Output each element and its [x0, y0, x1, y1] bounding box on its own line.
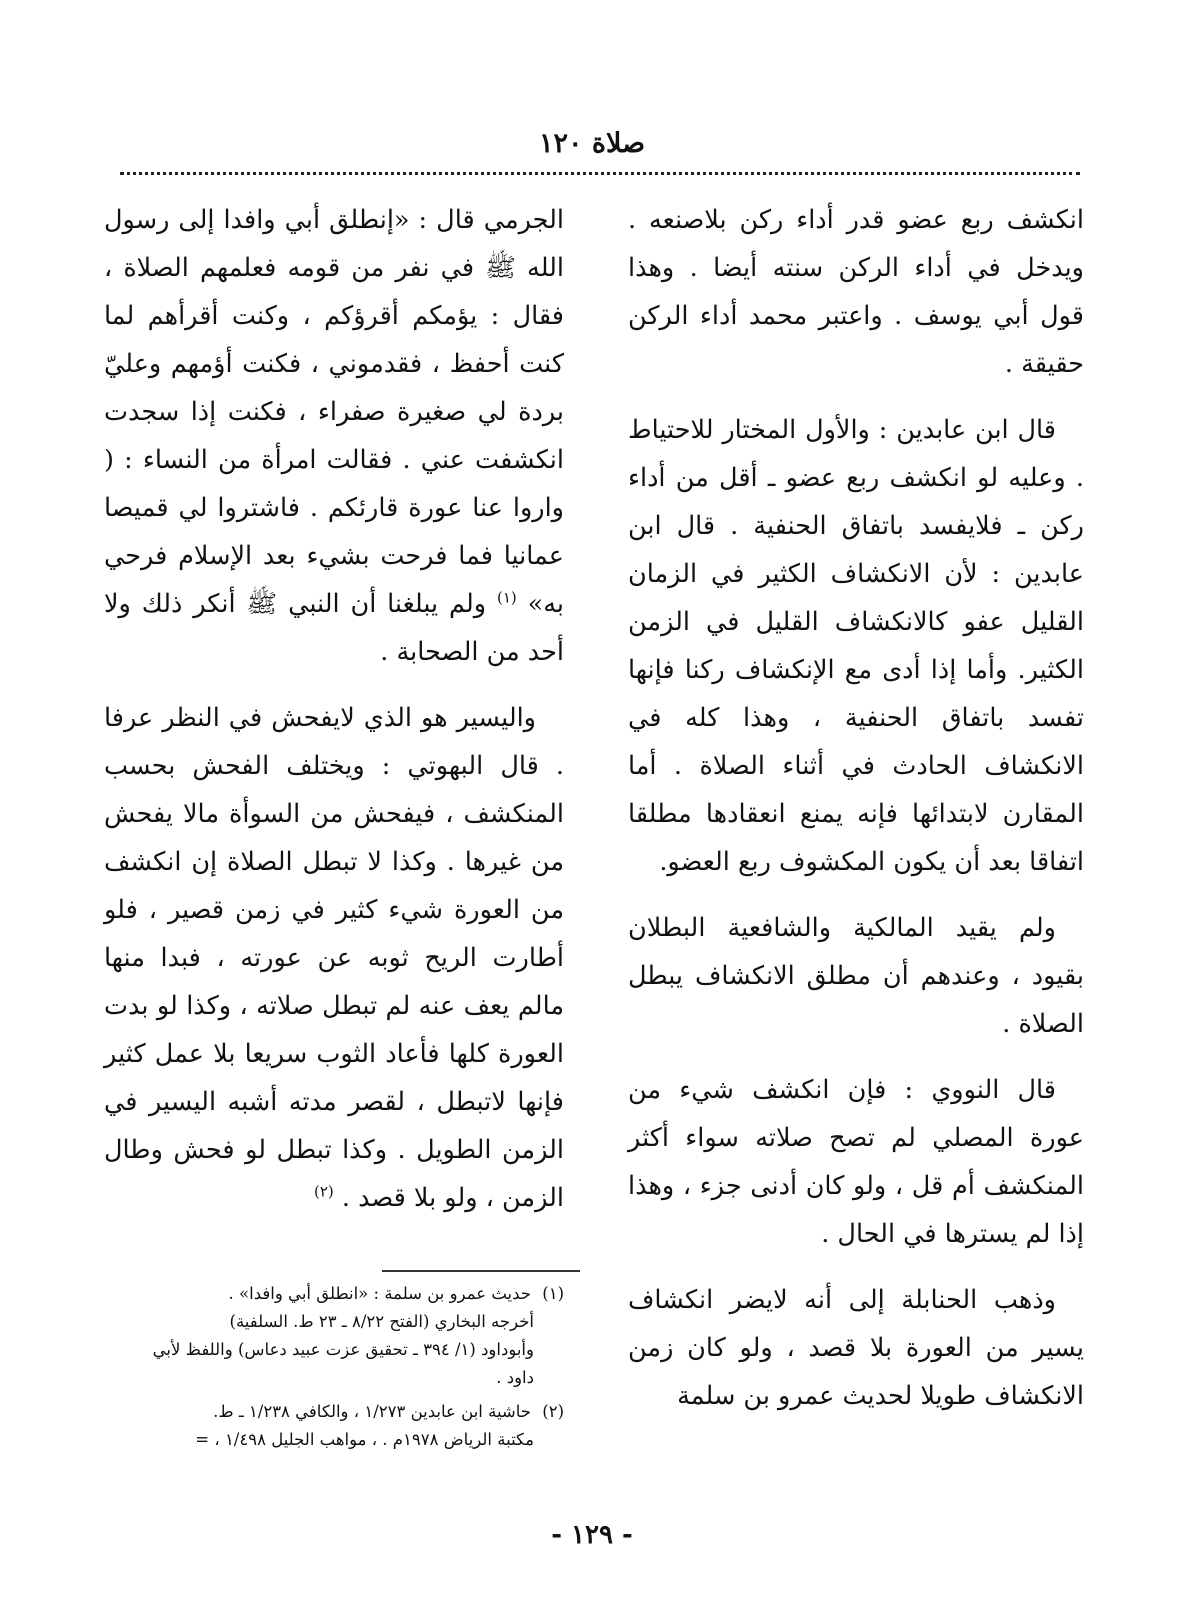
- footnote-2: [102, 1398, 564, 1454]
- footnote-2-number: (٢): [542, 1402, 564, 1421]
- left-paragraph-2: [104, 694, 564, 1222]
- header-dotted-divider: [120, 172, 1080, 175]
- right-paragraph-2: قال ابن عابدين : والأول المختار للاحتياط . وعليه لو انكشف ربع عضو ـ أقل من أداء ركن ـ فلايفسد باتفاق الحنفية . قال ابن عابدين : لأن الانكشاف الكثير في الزمان القليل عفو كالانكشاف القليل في الزمن الكثير. وأما إذا أدى مع الإنكشاف ركنا فإنها تفسد باتفاق الحنفية ، وهذا كله في الانكشاف الحادث في أثناء الصلاة . أما المقارن لابتدائها فإنه يمنع انعقادها مطلقا اتفاقا بعد أن يكون المكشوف ربع العضو.: [628, 415, 1084, 877]
- footnote-2-line-2: مكتبة الرياض ١٩٧٨م . ، مواهب الجليل ١/٤٩٨ ، =: [195, 1430, 534, 1449]
- footnote-1-line-3: وأبوداود (١/ ٣٩٤ ـ تحقيق عزت عبيد دعاس) واللفظ لأبي: [152, 1340, 534, 1359]
- left-paragraph-1: [104, 196, 564, 676]
- footnote-1-line-2: أخرجه البخاري (الفتح ٨/٢٢ ـ ٢٣ ط. السلفية): [229, 1312, 534, 1331]
- footnote-1: [102, 1280, 564, 1392]
- left-paragraph-2-text: واليسير هو الذي لايفحش في النظر عرفا . قال البهوتي : ويختلف الفحش بحسب المنكشف ، فيفحش من السوأة مالا يفحش من غيرها . وكذا لا تبطل الصلاة إن انكشف من العورة شيء كثير في زمن قصير ، فلو أطارت الريح ثوبه عن عورته ، فبدا منها مالم يعف عنه لم تبطل صلاته ، وكذا لو بدت العورة كلها فأعاد الثوب سريعا بلا عمل كثير فإنها لاتبطل ، لقصر مدته أشبه اليسير في الزمن الطويل . وكذا تبطل لو فحش وطال الزمن ، ولو بلا قصد .: [104, 703, 564, 1213]
- footnote-ref-2[interactable]: (٢): [313, 1182, 334, 1201]
- page-number: - ١٢٩ -: [551, 1520, 633, 1550]
- left-text-column: [104, 196, 564, 1240]
- footnote-1-line-4: داود .: [496, 1368, 534, 1387]
- footnotes-block: [102, 1280, 564, 1460]
- right-text-column: [628, 196, 1084, 1438]
- right-paragraph-3: ولم يقيد المالكية والشافعية البطلان بقيود ، وعندهم أن مطلق الانكشاف يبطل الصلاة .: [628, 913, 1084, 1039]
- page-header: صلاة ١٢٠: [538, 128, 646, 159]
- right-paragraph-1: انكشف ربع عضو قدر أداء ركن بلاصنعه . ويدخل في أداء الركن سنته أيضا . وهذا قول أبي يوسف . واعتبر محمد أداء الركن حقيقة .: [628, 205, 1084, 379]
- right-paragraph-5: وذهب الحنابلة إلى أنه لايضر انكشاف يسير من العورة بلا قصد ، ولو كان زمن الانكشاف طويلا لحديث عمرو بن سلمة: [628, 1285, 1084, 1411]
- footnote-separator: [382, 1270, 580, 1272]
- right-paragraph-4: قال النووي : فإن انكشف شيء من عورة المصلي لم تصح صلاته سواء أكثر المنكشف أم قل ، ولو كان أدنى جزء ، وهذا إذا لم يسترها في الحال .: [628, 1075, 1084, 1249]
- left-paragraph-1-tail: ولم يبلغنا أن النبي ﷺ أنكر ذلك ولا أحد من الصحابة .: [104, 589, 564, 667]
- left-paragraph-1-text: الجرمي قال : «إنطلق أبي وافدا إلى رسول الله ﷺ في نفر من قومه فعلمهم الصلاة ، فقال : يؤمكم أقرؤكم ، وكنت أقرأهم لما كنت أحفظ ، فقدموني ، فكنت أؤمهم وعليّ بردة لي صغيرة صفراء ، فكنت إذا سجدت انكشفت عني . فقالت امرأة من النساء : ( واروا عنا عورة قارئكم . فاشتروا لي قميصا عمانيا فما فرحت بشيء بعد الإسلام فرحي به»: [104, 205, 564, 619]
- footnote-1-number: (١): [542, 1284, 564, 1303]
- footnote-1-line-1: حديث عمرو بن سلمة : «انطلق أبي وافدا» .: [228, 1284, 531, 1303]
- footnote-2-line-1: حاشية ابن عابدين ١/٢٧٣ ، والكافي ١/٢٣٨ ـ ط.: [213, 1402, 531, 1421]
- footnote-ref-1[interactable]: (١): [496, 588, 517, 607]
